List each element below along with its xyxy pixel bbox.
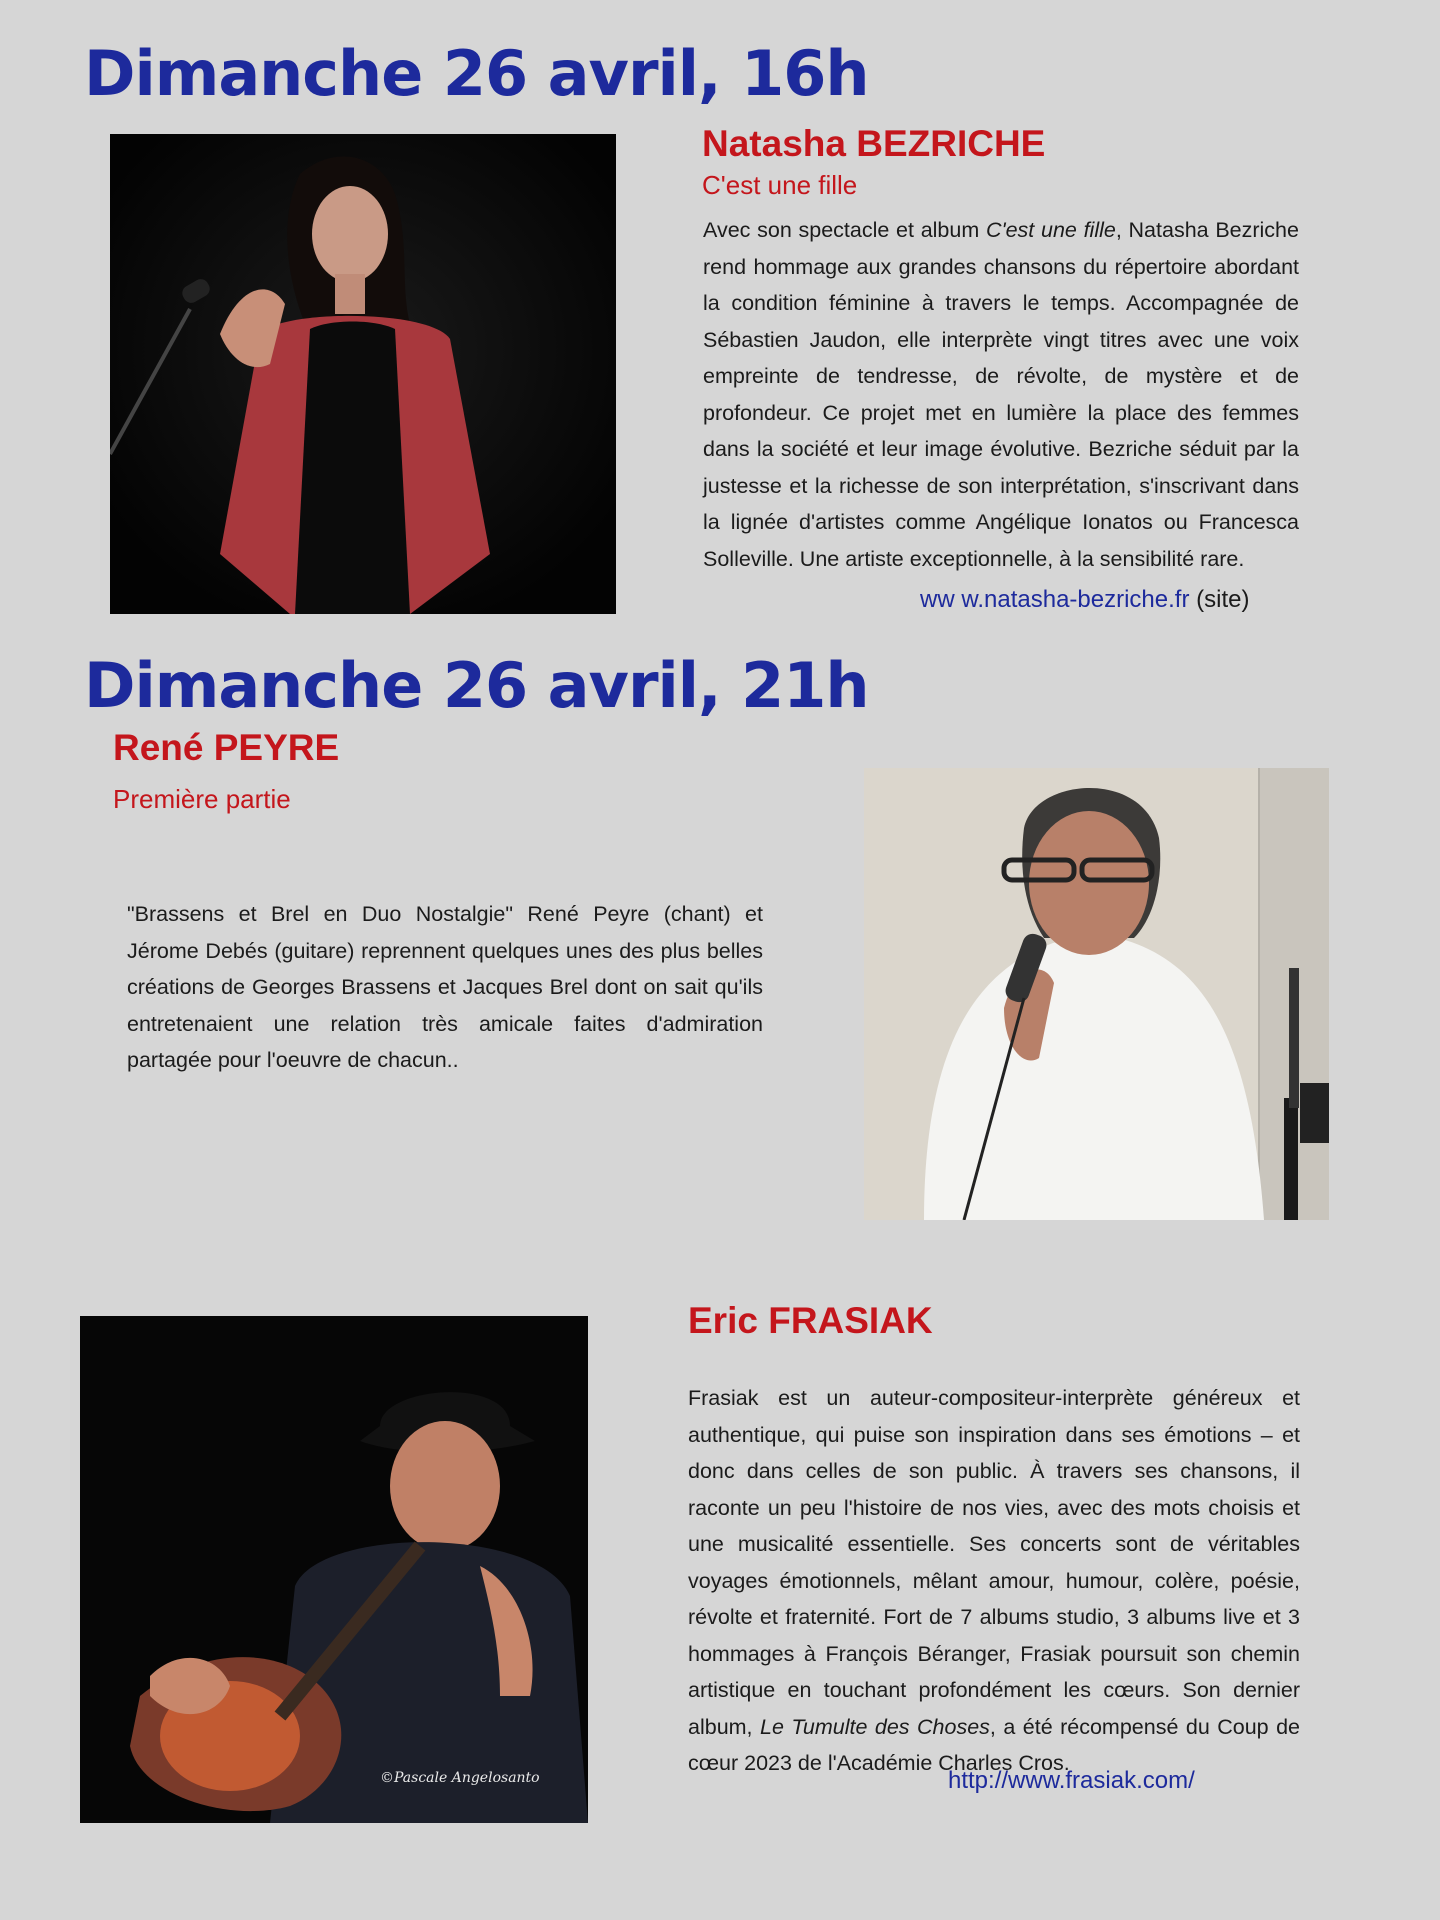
artist-bio-rene-peyre: "Brassens et Brel en Duo Nostalgie" René Peyre (chant) et Jérome Debés (guitare) reprennent quelques unes des plus belles créations de Georges Brassens et Jacques Brel dont on sait qu'ils entretenaient une relation très amicale faites d'admiration partagée pour l'oeuvre de chacun..	[127, 902, 763, 1072]
link-line-natasha-bezriche	[920, 585, 1249, 615]
event-date-heading-1: Dimanche 26 avril, 16h	[84, 37, 869, 110]
link-line-eric-frasiak	[948, 1766, 1195, 1796]
artist-bio-eric-frasiak	[688, 1380, 1300, 1782]
bio-text: , a été récompensé du Coup de cœur 2023 de l'Académie Charles Cros.	[688, 1714, 1301, 1775]
bio-text: Avec son spectacle et album	[703, 218, 986, 242]
artist-name-natasha-bezriche: Natasha BEZRICHE	[702, 123, 1046, 164]
link-suffix: (site)	[1189, 586, 1250, 613]
website-link-natasha-bezriche[interactable]: ww w.natasha-bezriche.fr	[920, 586, 1190, 613]
website-link-eric-frasiak[interactable]: http://www.frasiak.com/	[948, 1767, 1195, 1794]
album-title: C'est une fille	[985, 218, 1116, 242]
artist-name-rene-peyre: René PEYRE	[113, 727, 340, 768]
artist-photo-eric-frasiak	[80, 1316, 588, 1823]
artist-subtitle-c-est-une-fille: C'est une fille	[702, 170, 858, 200]
artist-name-eric-frasiak: Eric FRASIAK	[688, 1300, 933, 1341]
photo-credit: ©Pascale Angelosanto	[380, 1770, 540, 1786]
artist-bio-natasha-bezriche	[703, 212, 1299, 577]
bio-text: , Natasha Bezriche rend hommage aux grandes chansons du répertoire abordant la condition féminine à travers le temps. Accompagnée de Sébastien Jaudon, elle interprète vingt titres avec une voix empreinte de tendresse, de révolte, de mystère et de profondeur. Ce projet met en lumière la place des femmes dans la société et leur image évolutive. Bezriche séduit par la justesse et la richesse de son interprétation, s'inscrivant dans la lignée d'artistes comme Angélique Ionatos ou Francesca Solleville. Une artiste exceptionnelle, à la sensibilité rare.	[703, 218, 1299, 571]
event-date-heading-2: Dimanche 26 avril, 21h	[84, 649, 869, 722]
artist-photo-rene-peyre	[864, 768, 1329, 1220]
album-title: Le Tumulte des Choses	[760, 1714, 990, 1739]
artist-photo-natasha-bezriche	[110, 134, 616, 614]
bio-text: Frasiak est un auteur-compositeur-interprète généreux et authentique, qui puise son inspiration dans ses émotions – et donc dans celles de son public. À travers ses chansons, il raconte un peu l'histoire de nos vies, avec des mots choisis et une musicalité essentielle. Ses concerts sont de véritables voyages émotionnels, mêlant amour, humour, colère, poésie, révolte et fraternité. Fort de 7 albums studio, 3 albums live et 3 hommages à François Béranger, Frasiak poursuit son chemin artistique en touchant profondément les cœurs. Son dernier album,	[688, 1386, 1300, 1739]
artist-subtitle-premiere-partie: Première partie	[113, 784, 291, 814]
